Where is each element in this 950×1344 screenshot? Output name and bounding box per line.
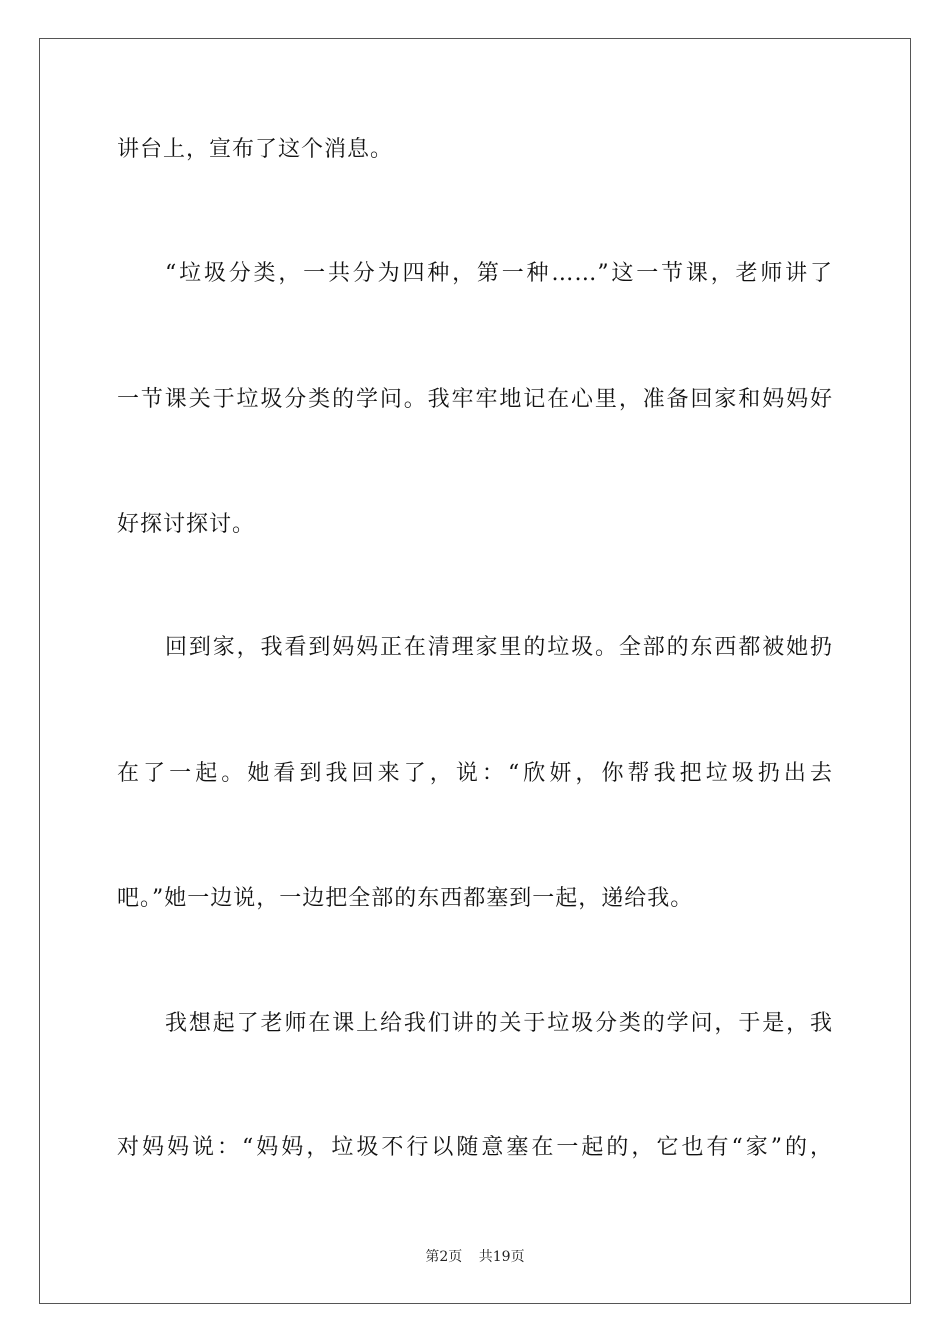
text-line-8: 我想起了老师在课上给我们讲的关于垃圾分类的学问，于是，我 [165, 1011, 833, 1036]
text-line-1: 讲台上，宣布了这个消息。 [117, 137, 394, 162]
page-frame [39, 38, 911, 1304]
page-footer [0, 1248, 950, 1266]
text-line-6: 在了一起。她看到我回来了，说：“欣妍，你帮我把垃圾扔出去 [117, 761, 833, 786]
text-line-5: 回到家，我看到妈妈正在清理家里的垃圾。全部的东西都被她扔 [165, 635, 833, 660]
text-line-7: 吧。”她一边说，一边把全部的东西都塞到一起，递给我。 [117, 886, 694, 911]
page-total: 共19页 [478, 1249, 525, 1265]
text-line-4: 好探讨探讨。 [117, 512, 256, 537]
text-line-9: 对妈妈说：“妈妈，垃圾不行以随意塞在一起的，它也有“家”的， [117, 1135, 833, 1160]
text-line-3: 一节课关于垃圾分类的学问。我牢牢地记在心里，准备回家和妈妈好 [117, 387, 833, 412]
text-line-2: “垃圾分类，一共分为四种，第一种……”这一节课，老师讲了 [165, 261, 833, 286]
page-number: 第2页 [425, 1249, 463, 1265]
